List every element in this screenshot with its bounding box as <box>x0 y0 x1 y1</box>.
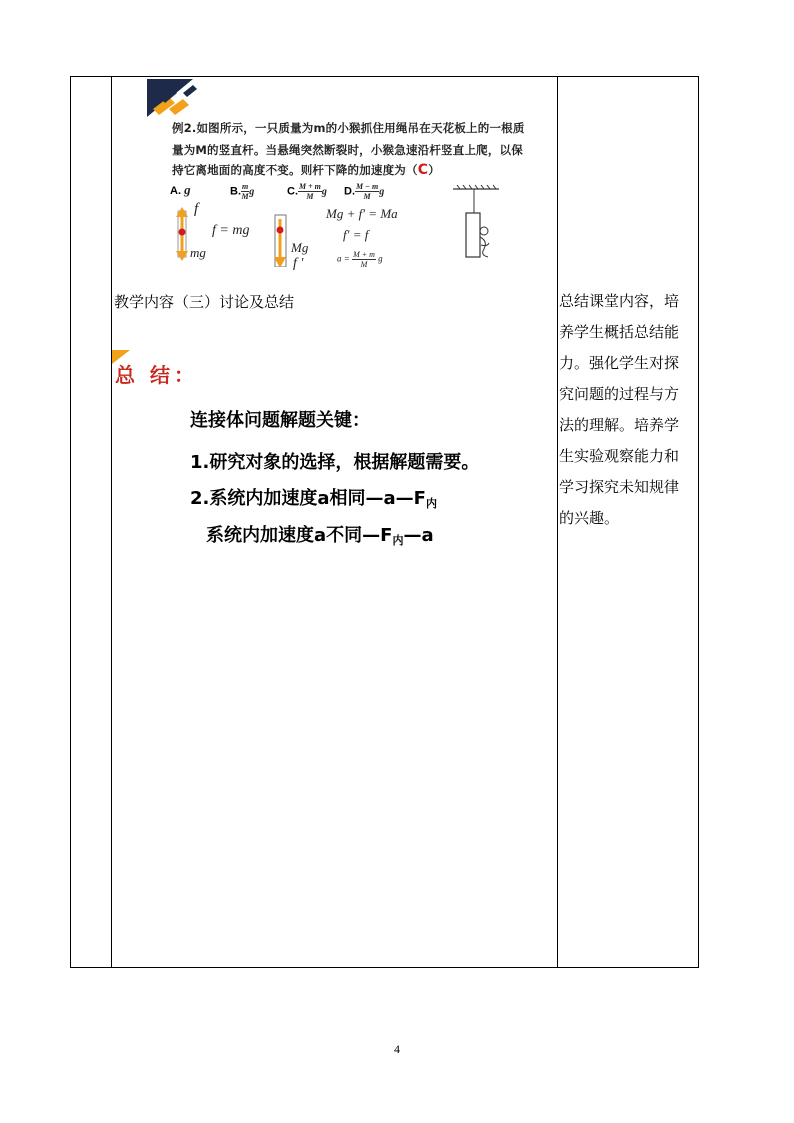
summary-title: 总 结： <box>115 363 198 387</box>
eq-f-label: f <box>194 201 199 217</box>
example-problem-line-3: 持它离地面的高度不变。则杆下降的加速度为（C） <box>172 162 440 178</box>
slide-corner-decoration <box>147 79 197 117</box>
option-a: A. g <box>170 182 191 197</box>
table-column-divider-1 <box>111 77 112 967</box>
force-diagram-monkey <box>176 207 188 261</box>
eq-Mg-label: Mg <box>291 240 309 255</box>
problem-figure-pole-monkey <box>453 185 499 257</box>
summary-line-4: 系统内加速度a不同$—F_内—a$ <box>206 525 434 547</box>
summary-line-1: 连接体问题解题关键： <box>190 410 370 431</box>
summary-line-3: 2.系统内加速度a相同$—a—F_内$ <box>190 488 437 510</box>
eq-f-prime-label: f ′ <box>293 256 304 271</box>
example-problem-line-1: 例2.如图所示，一只质量为m的小猴抓住用绳吊在天花板上的一根质 <box>172 121 525 135</box>
example-problem-line-2: 量为M的竖直杆。当悬绳突然断裂时，小猴急速沿杆竖直上爬，以保 <box>172 143 523 157</box>
answer-letter: C <box>417 162 429 178</box>
eq-newton-second-law: Mg + f′ = Ma <box>326 206 398 221</box>
summary-line-2: 1.研究对象的选择，根据解题需要。 <box>190 452 480 473</box>
eq-f-equals-mg: f = mg <box>212 223 250 238</box>
eq-mg-label: mg <box>190 245 206 260</box>
section-heading: 教学内容（三）讨论及总结 <box>114 293 295 311</box>
table-column-divider-2 <box>557 77 558 967</box>
teaching-notes: 总结课堂内容，培养学生概括总结能力。强化学生对探究问题的过程与方法的理解。培养学生实验观察能力和学习探究未知规律的兴趣。 <box>559 292 680 527</box>
option-d: D. $\frac{M - m}{M}$ g <box>344 182 385 201</box>
option-c: C. $\frac{M + m}{M}$ g <box>287 182 327 201</box>
eq-acceleration: a = $\frac{M + m}{M}$ g <box>337 250 383 269</box>
page-number: 4 <box>394 1042 400 1056</box>
eq-f-prime-equals-f: f′ = f <box>343 227 369 242</box>
option-b: B. $\frac{m}{M}$ g <box>230 182 255 201</box>
force-diagram-pole <box>274 215 286 267</box>
